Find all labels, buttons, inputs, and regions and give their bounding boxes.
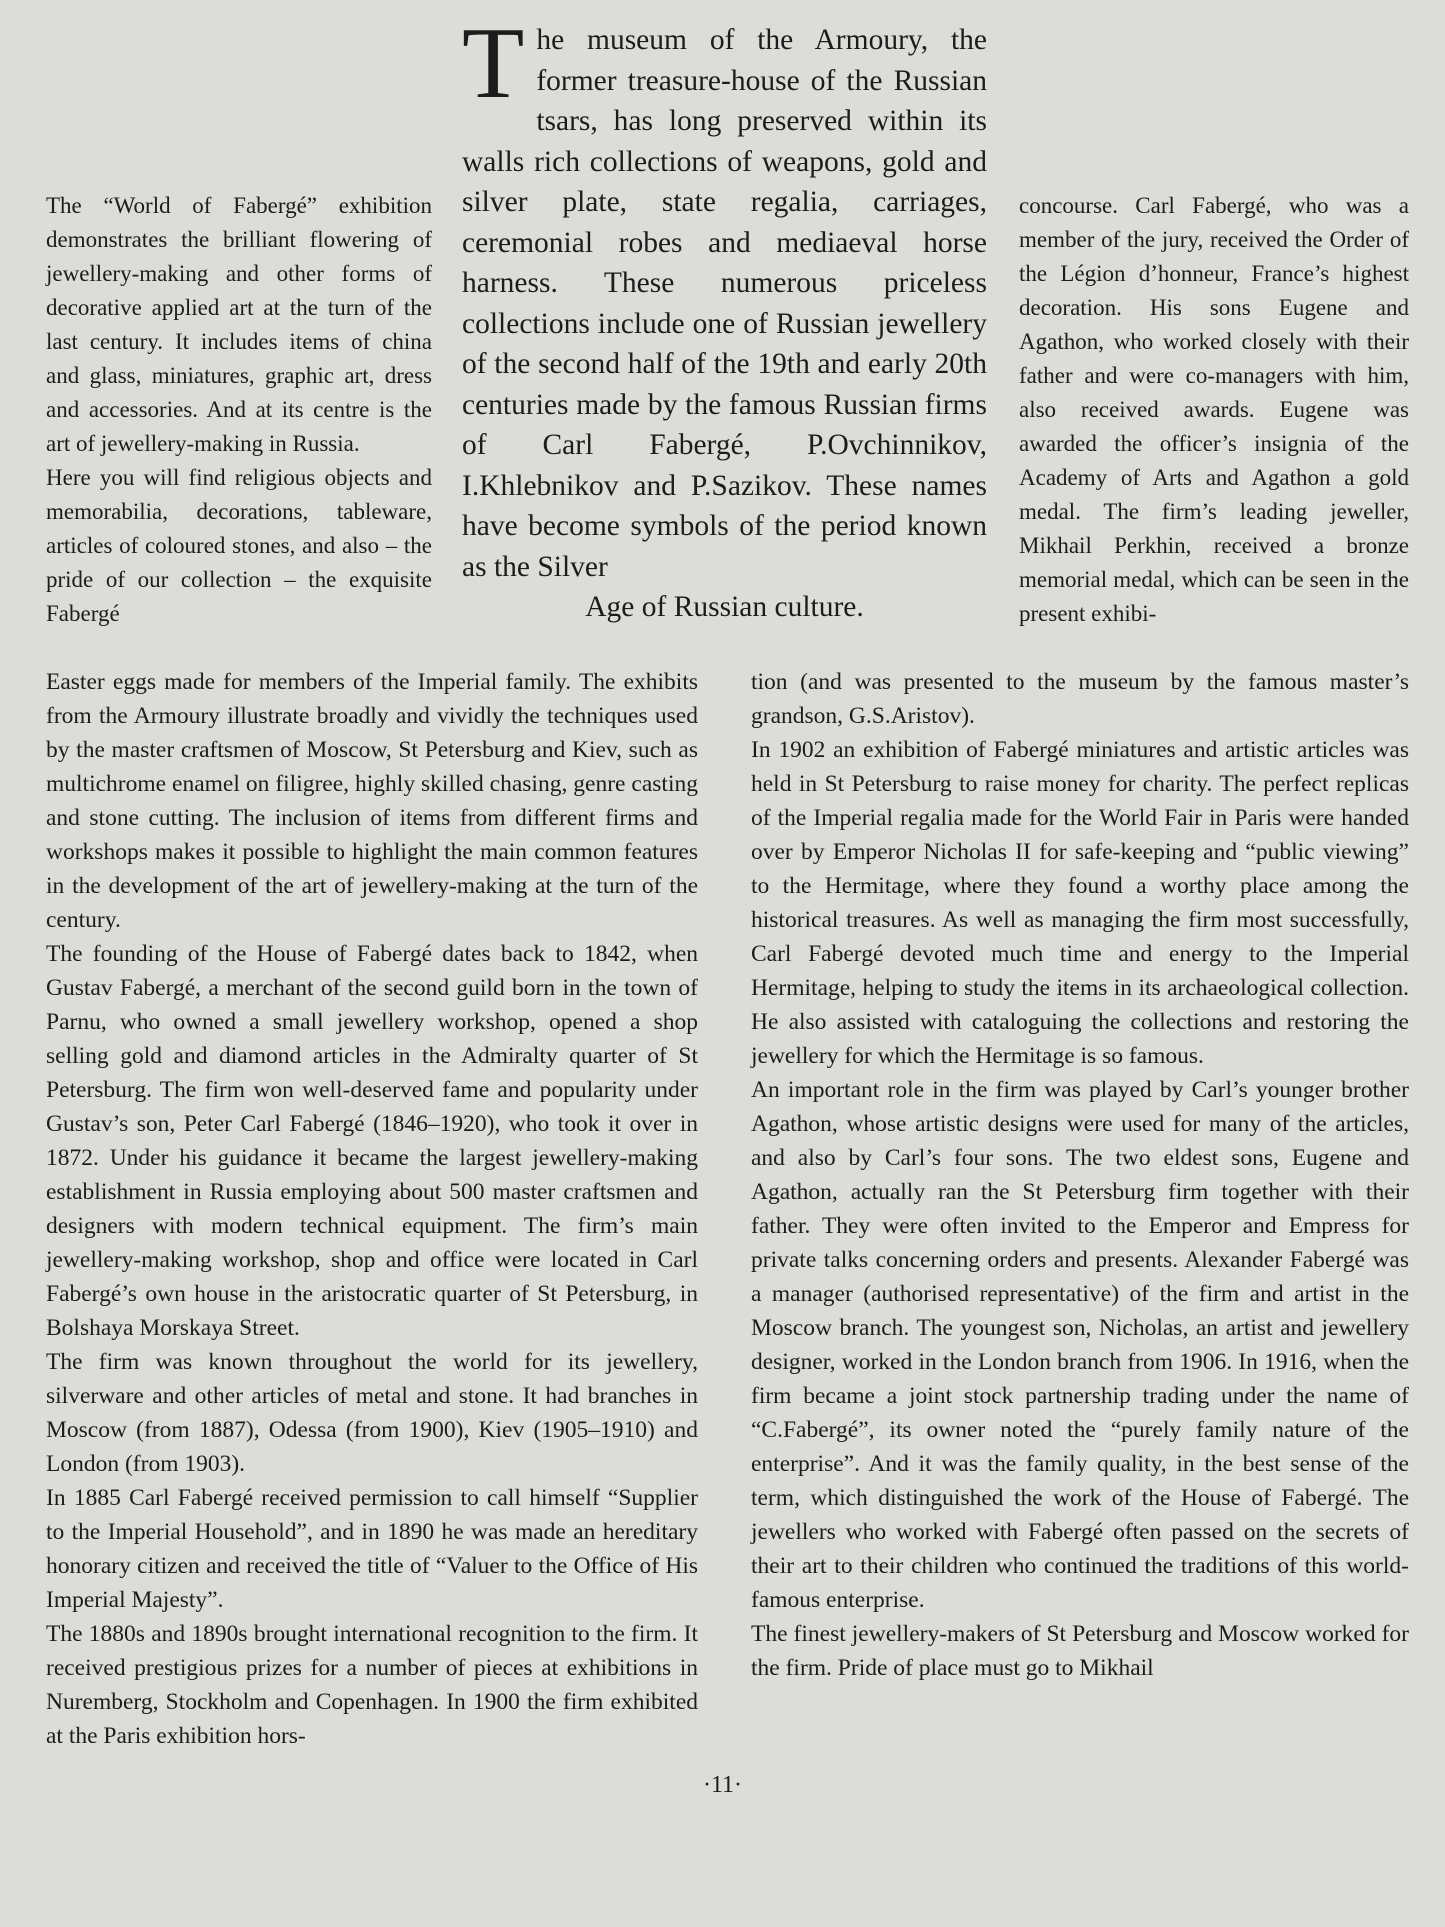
intro-last-line: Age of Russian culture. (585, 591, 864, 623)
paragraph: The founding of the House of Fabergé dates back to 1842, when Gustav Fabergé, a merchant of the second guild born in the town of Parnu, who owned a small jewellery workshop, opened a shop selling gold and diamond articles in the Admiralty quarter of St Petersburg. The firm won well-deserved fame and popularity under Gustav’s son, Peter Carl Fabergé (1846–1920), who took it over in 1872. Under his guidance it became the largest jewellery-making establishment in Russia employing about 500 master craftsmen and designers with modern technical equipment. The firm’s main jewellery-making workshop, shop and office were located in Carl Fabergé’s own house in the aristocratic quarter of St Petersburg, in Bolshaya Morskaya Street. (46, 941, 698, 1341)
left-column-main (46, 665, 698, 1753)
paragraph: concourse. Carl Fabergé, who was a member of the jury, received the Order of the Légion d’honneur, France’s highest decoration. His sons Eugene and Agathon, who worked closely with their father and were co-managers with him, also received awards. Eugene was awarded the officer’s insignia of the Academy of Arts and Agathon a gold medal. The firm’s leading jeweller, Mikhail Perkhin, received a bronze memorial medal, which can be seen in the present exhibi- (1019, 193, 1409, 626)
paragraph: Easter eggs made for members of the Imperial family. The exhibits from the Armoury illustrate broadly and vividly the techniques used by the master craftsmen of Moscow, St Petersburg and Kiev, such as multichrome enamel on filigree, highly skilled chasing, genre casting and stone cutting. The inclusion of items from different firms and workshops makes it possible to highlight the main common features in the development of the art of jewellery-making at the turn of the century. (46, 669, 698, 933)
intro-paragraph (462, 7, 987, 628)
paragraph: The 1880s and 1890s brought international recognition to the firm. It received prestigious prizes for a number of pieces at exhibitions in Nuremberg, Stockholm and Copenhagen. In 1900 the firm exhibited at the Paris exhibition hors- (46, 1621, 698, 1749)
right-column-main (751, 665, 1409, 1685)
left-column-top (46, 189, 432, 631)
paragraph: The finest jewellery-makers of St Petersburg and Moscow worked for the firm. Pride of place must go to Mikhail (751, 1621, 1409, 1681)
page-number: ·11· (702, 1772, 743, 1798)
paragraph: Here you will find religious objects and memorabilia, decorations, tableware, articles of coloured stones, and also – the pride of our collection – the exquisite Fabergé (46, 465, 432, 626)
right-column-top (1019, 189, 1409, 631)
paragraph: In 1885 Carl Fabergé received permission to call himself “Supplier to the Imperial Household”, and in 1890 he was made an hereditary honorary citizen and received the title of “Valuer to the Office of His Imperial Majesty”. (46, 1485, 698, 1613)
paragraph: In 1902 an exhibition of Fabergé miniatures and artistic articles was held in St Petersburg to raise money for charity. The perfect replicas of the Imperial regalia made for the World Fair in Paris were handed over by Emperor Nicholas II for safe-keeping and “public viewing” to the Hermitage, where they found a worthy place among the historical treasures. As well as managing the firm most successfully, Carl Fabergé devoted much time and energy to the Imperial Hermitage, helping to study the items in its archaeological collection. He also assisted with cataloguing the collections and restoring the jewellery for which the Hermitage is so famous. (751, 737, 1409, 1069)
paragraph: The “World of Fabergé” exhibition demonstrates the brilliant flowering of jewellery-making and other forms of decorative applied art at the turn of the last century. It includes items of china and glass, miniatures, graphic art, dress and accessories. And at its centre is the art of jewellery-making in Russia. (46, 193, 432, 456)
paragraph: An important role in the firm was played by Carl’s younger brother Agathon, whose artistic designs were used for many of the articles, and also by Carl’s four sons. The two eldest sons, Eugene and Agathon, actually ran the St Petersburg firm together with their father. They were often invited to the Emperor and Empress for private talks concerning orders and presents. Alexander Fabergé was a manager (authorised representative) of the firm and artist in the Moscow branch. The youngest son, Nicholas, an artist and jewellery designer, worked in the London branch from 1906. In 1916, when the firm became a joint stock partnership trading under the name of “C.Fabergé”, its owner noted the “purely family nature of the enterprise”. And it was the family quality, in the best sense of the term, which distinguished the work of the House of Fabergé. The jewellers who worked with Fabergé often passed on the secrets of their art to their children who continued the traditions of this world-famous enterprise. (751, 1077, 1409, 1613)
intro-text: he museum of the Armoury, the former treasure-house of the Russian tsars, has long preserved within its walls rich collections of weapons, gold and silver plate, state regalia, carriages, ceremonial robes and mediaeval horse harness. These numerous priceless collections include one of Russian jewellery of the second half of the 19th and early 20th centuries made by the famous Russian firms of Carl Fabergé, P.Ovchinnikov, I.Khlebnikov and P.Sazikov. These names have become symbols of the period known as the Silver (462, 24, 987, 583)
paragraph: tion (and was presented to the museum by the famous master’s grandson, G.S.Aristov). (751, 669, 1409, 729)
paragraph: The firm was known throughout the world for its jewellery, silverware and other articles of metal and stone. It had branches in Moscow (from 1887), Odessa (from 1900), Kiev (1905–1910) and London (from 1903). (46, 1349, 698, 1477)
drop-cap: T (462, 7, 525, 120)
